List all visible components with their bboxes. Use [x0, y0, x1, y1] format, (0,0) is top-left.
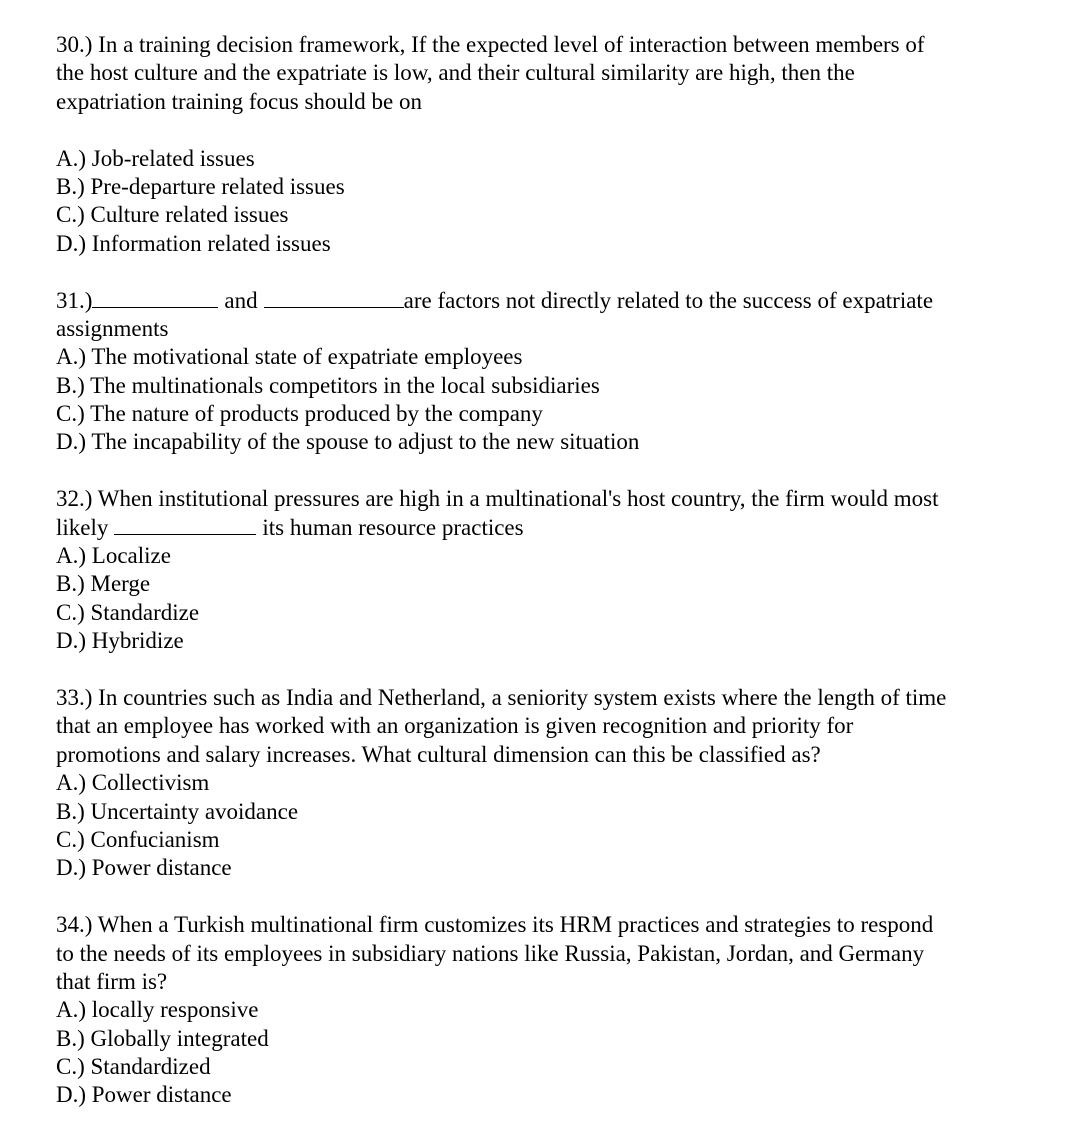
question-30-option-c: C.) Culture related issues: [56, 202, 289, 228]
question-33-option-a: A.) Collectivism: [56, 770, 210, 796]
question-33-option-c: C.) Confucianism: [56, 826, 220, 852]
question-33-stem-line: that an employee has worked with an organization is given recognition and priority for: [56, 713, 854, 739]
question-31-option-b: B.) The multinationals competitors in the local subsidiaries: [56, 372, 600, 398]
question-32-stem-end: its human resource practices: [262, 514, 524, 540]
fill-in-blank: [114, 515, 256, 535]
question-33-stem-line: 33.) In countries such as India and Netherland, a seniority system exists where the length of time: [56, 684, 947, 710]
question-34: [56, 911, 1066, 1110]
question-32-stem-line: 32.) When institutional pressures are high in a multinational's host country, the firm would most: [56, 486, 939, 512]
question-34-stem-line: to the needs of its employees in subsidiary nations like Russia, Pakistan, Jordan, and Germany: [56, 940, 925, 966]
question-34-stem-line: that firm is?: [56, 968, 168, 994]
question-31-option-c: C.) The nature of products produced by the company: [56, 401, 543, 427]
spacer: [56, 457, 1066, 485]
spacer: [56, 656, 1066, 684]
question-31-option-a: A.) The motivational state of expatriate employees: [56, 344, 523, 370]
question-30-stem-line: the host culture and the expatriate is low, and their cultural similarity are high, then the: [56, 60, 855, 86]
question-34-option-b: B.) Globally integrated: [56, 1025, 269, 1051]
question-33-stem-line: promotions and salary increases. What cultural dimension can this be classified as?: [56, 741, 821, 767]
question-30-stem-line: expatriation training focus should be on: [56, 88, 423, 114]
fill-in-blank: [92, 288, 218, 308]
question-30-option-a: A.) Job-related issues: [56, 145, 255, 171]
question-34-option-a: A.) locally responsive: [56, 997, 259, 1023]
question-31-option-d: D.) The incapability of the spouse to adjust to the new situation: [56, 429, 640, 455]
question-30: [56, 31, 1066, 258]
spacer: [56, 883, 1066, 911]
question-31: [56, 287, 1066, 457]
question-32-option-c: C.) Standardize: [56, 599, 200, 625]
question-32: [56, 485, 1066, 655]
spacer: [56, 258, 1066, 286]
question-33-option-d: D.) Power distance: [56, 855, 232, 881]
question-33: [56, 684, 1066, 883]
question-33-option-b: B.) Uncertainty avoidance: [56, 798, 299, 824]
question-31-stem-line: assignments: [56, 315, 169, 341]
spacer: [56, 116, 1066, 144]
question-document: [56, 31, 1066, 1110]
question-32-stem-start: likely: [56, 514, 109, 540]
question-32-stem-line: [56, 514, 1066, 542]
question-32-option-d: D.) Hybridize: [56, 628, 184, 654]
question-31-and-word: and: [224, 287, 258, 313]
question-32-option-b: B.) Merge: [56, 571, 151, 597]
question-34-option-d: D.) Power distance: [56, 1082, 232, 1108]
question-34-option-c: C.) Standardized: [56, 1054, 211, 1080]
fill-in-blank: [264, 288, 404, 308]
question-30-stem-line: 30.) In a training decision framework, If the expected level of interaction between members of: [56, 32, 925, 57]
question-30-option-b: B.) Pre-departure related issues: [56, 173, 345, 199]
question-30-option-d: D.) Information related issues: [56, 230, 331, 256]
question-34-stem-line: 34.) When a Turkish multinational firm customizes its HRM practices and strategies to respond: [56, 912, 934, 938]
question-32-option-a: A.) Localize: [56, 543, 171, 569]
question-31-stem-rest: are factors not directly related to the success of expatriate: [403, 287, 934, 313]
question-31-stem-line: [56, 287, 1066, 315]
question-31-number: 31.): [56, 287, 93, 313]
